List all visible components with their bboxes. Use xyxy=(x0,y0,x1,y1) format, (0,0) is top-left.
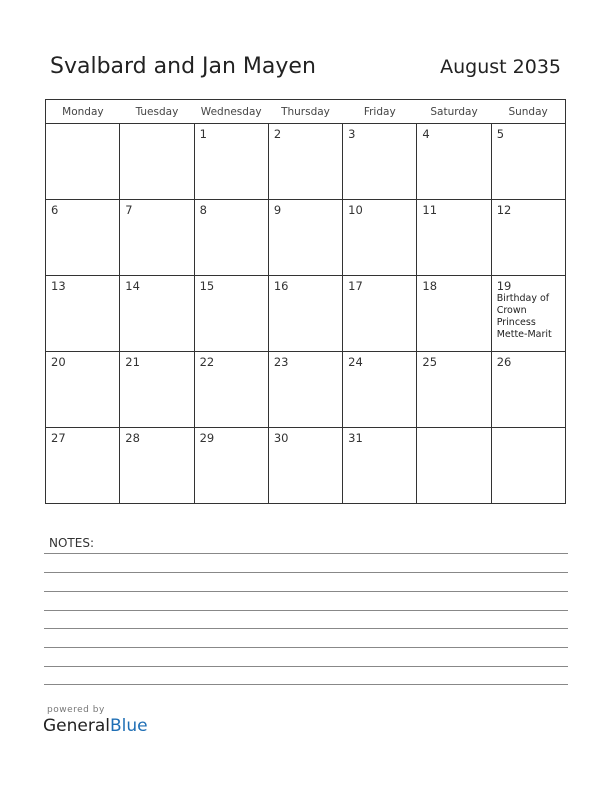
day-cell xyxy=(194,200,268,276)
day-number: 16 xyxy=(273,279,289,293)
day-number: 8 xyxy=(199,203,207,217)
day-cell xyxy=(194,428,268,504)
day-cell xyxy=(491,428,565,504)
holiday-label: Birthday of Crown Princess Mette-Marit xyxy=(496,293,552,340)
day-cell xyxy=(120,200,194,276)
day-number: 26 xyxy=(496,355,512,369)
weekday-header: Thursday xyxy=(268,100,342,124)
weekday-header: Wednesday xyxy=(194,100,268,124)
day-cell xyxy=(343,352,417,428)
day-cell xyxy=(46,276,120,352)
notes-line xyxy=(44,666,568,667)
day-cell xyxy=(417,352,491,428)
day-number: 2 xyxy=(273,127,282,141)
notes-line xyxy=(44,684,568,685)
month-label: August 2035 xyxy=(440,56,561,78)
day-number: 19 xyxy=(496,279,512,293)
day-number: 7 xyxy=(125,203,133,217)
weekday-header: Tuesday xyxy=(120,100,194,124)
day-number: 29 xyxy=(199,431,215,445)
day-number: 1 xyxy=(199,127,207,141)
notes-line xyxy=(44,647,568,648)
day-number: 25 xyxy=(422,355,438,369)
day-cell xyxy=(46,200,120,276)
day-number: 21 xyxy=(125,355,140,369)
day-number: 9 xyxy=(273,203,282,217)
day-number: 22 xyxy=(199,355,215,369)
day-cell xyxy=(491,124,565,200)
notes-line xyxy=(44,628,568,629)
day-cell xyxy=(417,428,491,504)
week-row xyxy=(46,276,566,352)
day-cell xyxy=(268,276,342,352)
notes-line xyxy=(44,553,568,554)
day-cell xyxy=(268,428,342,504)
day-cell xyxy=(194,124,268,200)
day-number: 5 xyxy=(496,127,505,141)
day-number: 4 xyxy=(422,127,430,141)
weekday-header-row xyxy=(46,100,566,124)
week-row xyxy=(46,352,566,428)
weekday-header: Monday xyxy=(46,100,120,124)
day-cell xyxy=(46,428,120,504)
day-number: 14 xyxy=(125,279,140,293)
calendar-grid xyxy=(45,99,566,504)
day-number: 6 xyxy=(51,203,59,217)
day-cell xyxy=(343,200,417,276)
week-row xyxy=(46,200,566,276)
notes-line xyxy=(44,610,568,611)
week-row xyxy=(46,124,566,200)
day-cell xyxy=(194,276,268,352)
day-number: 24 xyxy=(348,355,363,369)
day-number: 18 xyxy=(422,279,438,293)
day-number: 20 xyxy=(51,355,66,369)
day-number: 12 xyxy=(496,203,512,217)
day-number: 23 xyxy=(273,355,289,369)
day-cell xyxy=(268,200,342,276)
day-cell xyxy=(491,200,565,276)
brand-blue: Blue xyxy=(110,716,148,736)
day-number: 3 xyxy=(348,127,356,141)
day-cell xyxy=(120,352,194,428)
day-number: 11 xyxy=(422,203,438,217)
day-cell xyxy=(343,428,417,504)
day-number: 28 xyxy=(125,431,140,445)
day-number: 31 xyxy=(348,431,363,445)
day-cell xyxy=(417,200,491,276)
day-cell xyxy=(120,124,194,200)
calendar-title: Svalbard and Jan Mayen xyxy=(50,54,316,79)
day-cell xyxy=(120,428,194,504)
day-cell xyxy=(194,352,268,428)
day-cell xyxy=(491,352,565,428)
day-cell xyxy=(343,276,417,352)
weekday-header: Saturday xyxy=(417,100,491,124)
day-cell xyxy=(268,124,342,200)
day-number: 13 xyxy=(51,279,66,293)
day-number: 17 xyxy=(348,279,363,293)
week-row xyxy=(46,428,566,504)
day-cell xyxy=(343,124,417,200)
notes-line xyxy=(44,591,568,592)
powered-by-text: powered by xyxy=(47,705,105,715)
day-number: 27 xyxy=(51,431,66,445)
weekday-header: Friday xyxy=(343,100,417,124)
day-cell xyxy=(46,124,120,200)
day-number: 30 xyxy=(273,431,289,445)
notes-label: NOTES: xyxy=(49,536,94,550)
day-number: 10 xyxy=(348,203,363,217)
weekday-header: Sunday xyxy=(491,100,565,124)
day-cell xyxy=(491,276,565,352)
day-number: 15 xyxy=(199,279,215,293)
day-cell xyxy=(120,276,194,352)
day-cell xyxy=(417,124,491,200)
day-cell xyxy=(46,352,120,428)
day-cell xyxy=(268,352,342,428)
brand-general: General xyxy=(43,716,110,736)
notes-line xyxy=(44,572,568,573)
brand-logo xyxy=(43,716,148,736)
day-cell xyxy=(417,276,491,352)
